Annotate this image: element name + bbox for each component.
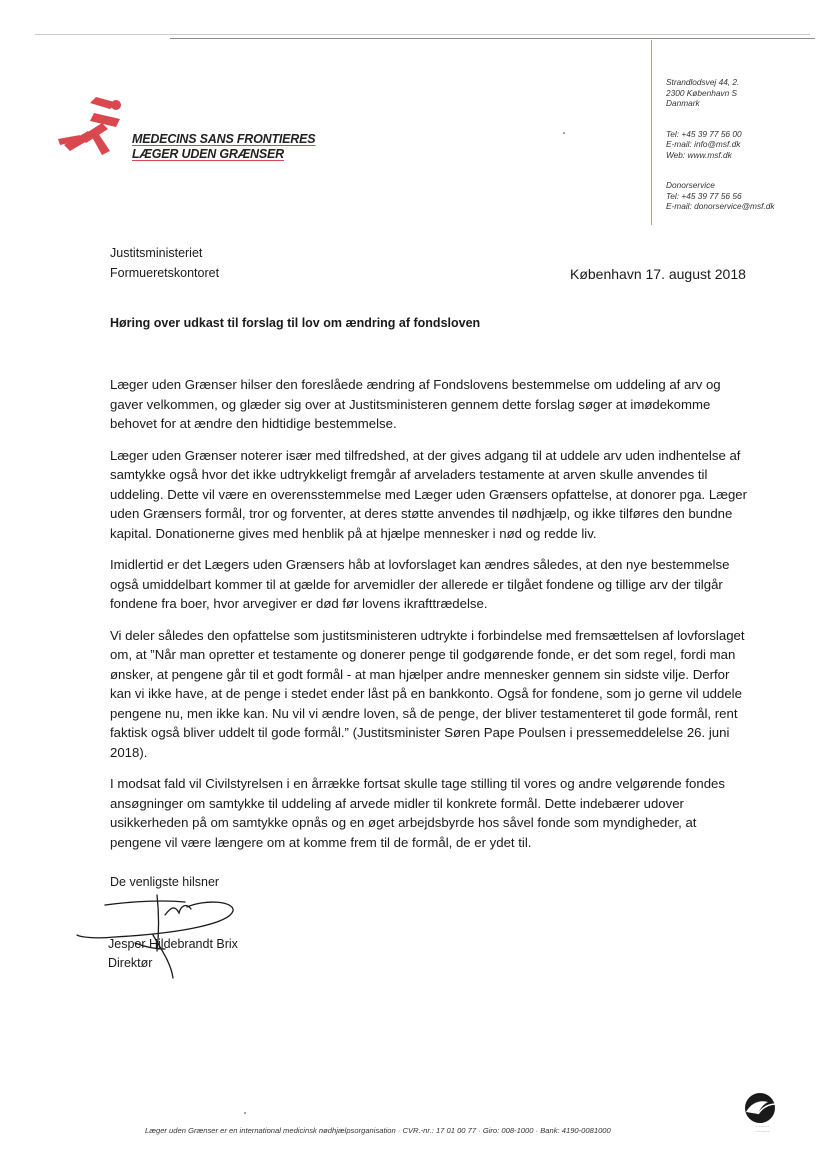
address-line: Danmark — [666, 98, 700, 108]
header-divider — [651, 40, 652, 225]
phone-line: Tel: +45 39 77 56 00 — [666, 128, 742, 139]
donor-phone: Tel: +45 39 77 56 56 — [666, 190, 742, 201]
recipient-block — [110, 243, 219, 283]
letter-date: København 17. august 2018 — [570, 266, 746, 282]
letter-body — [110, 375, 750, 864]
top-rule-secondary — [170, 38, 815, 39]
body-paragraph: Læger uden Grænser noterer især med tilfredshed, at der gives adgang til at uddele arv uden indhentelse af samtykke også hvor det ikke udtrykkeligt fremgår af arveladers testamente at arven skulle anvendes til uddeling. Dette vil være en overensstemmelse med Læger uden Grænsers opfattelse, at donorer pga. Læger uden Grænsers formål, tror og forventer, at deres støtte anvendes til nødhjælp, og ikke tilføres den bundne kapital. Donationerne gives med henblik på at hjælpe mennesker i nød og redde liv. — [110, 447, 748, 541]
email-line: E-mail: info@msf.dk — [666, 139, 741, 149]
scan-speck — [244, 1112, 246, 1114]
signer-title: Direktør — [108, 956, 153, 970]
ecolabel-caption: ········· ········· — [755, 1124, 770, 1134]
body-paragraph: Vi deler således den opfattelse som justitsministeren udtrykte i forbindelse med fremsættelsen af lovforslaget om, at ”Når man opretter et testamente og donerer penge til godgørende fonde, er det som regel, fordi man ønsker, at pengene går til et godt formål - at man hjælper andre mennesker gennem sin sidste vilje. Derfor kan vi ikke have, at de penge i stedet ender låst på en bankkonto. Også for fondene, som jo gerne vil uddele pengene nu, men ikke kan. Nu vil vi ændre loven, så de penge, der bliver testamenteret til gode formål, rent faktisk også bliver uddelt til gode formål.” (Justitsminister Søren Pape Poulsen i pressemeddelelse 26. juni 2018). — [110, 627, 745, 760]
letter-subject: Høring over udkast til forslag til lov om ændring af fondsloven — [110, 316, 481, 330]
footer-text: Læger uden Grænser er en international medicinsk nødhjælpsorganisation · CVR.-nr.: 17 01 00 77 · Giro: 008-1000 · Bank: 4190-0081000 — [145, 1126, 611, 1135]
recipient-line: Formueretskontoret — [110, 266, 220, 280]
address-line: 2300 København S — [666, 87, 738, 98]
org-name-line2: LÆGER UDEN GRÆNSER — [132, 147, 284, 161]
recipient-line: Justitsministeriet — [110, 246, 203, 260]
signature-block — [108, 935, 238, 973]
body-paragraph: Læger uden Grænser hilser den foreslåede ændring af Fondslovens bestemmelse om uddeling af arv og gaver velkommen, og glæder sig over at Justitsministeren gennem dette forslag søger at imødekomme behovet for at ændre den hidtidige bestemmelse. — [110, 377, 721, 431]
msf-logo-icon — [58, 95, 138, 165]
signer-name: Jesper Hildebrandt Brix — [108, 937, 238, 951]
org-name-line1: MEDECINS SANS FRONTIERES — [132, 132, 316, 146]
body-paragraph: I modsat fald vil Civilstyrelsen i en årrække fortsat skulle tage stilling til vores og andre velgørende fondes ansøgninger om samtykke til uddeling af arvede midler til konkrete formål. Dette indebærer udover usikkerheden på om samtykke opnås og en øget arbejdsbyrde hos såvel fonde som myndigheder, at pengene vil være længere om at komme frem til de formål, de er ydet til. — [110, 776, 725, 850]
address-line: Strandlodsvej 44, 2. — [666, 77, 740, 87]
donor-title: Donorservice — [666, 180, 715, 190]
closing-greeting: De venligste hilsner — [110, 875, 220, 889]
body-paragraph: Imidlertid er det Lægers uden Grænsers håb at lovforslaget kan ændres således, at den nye bestemmelse også umiddelbart kommer til at gælde for arvemidler der allerede er tilgået fondene og tillige arv der tilgår fondene fra boer, hvor arvegiver er død før lovens ikrafttrædelse. — [110, 557, 730, 611]
web-line: Web: www.msf.dk — [666, 149, 732, 160]
nordic-swan-ecolabel-icon — [738, 1092, 782, 1124]
scan-speck — [563, 132, 565, 134]
top-rule — [35, 34, 810, 35]
donor-email: E-mail: donorservice@msf.dk — [666, 201, 775, 211]
contact-block — [666, 77, 774, 212]
org-name — [132, 132, 315, 162]
